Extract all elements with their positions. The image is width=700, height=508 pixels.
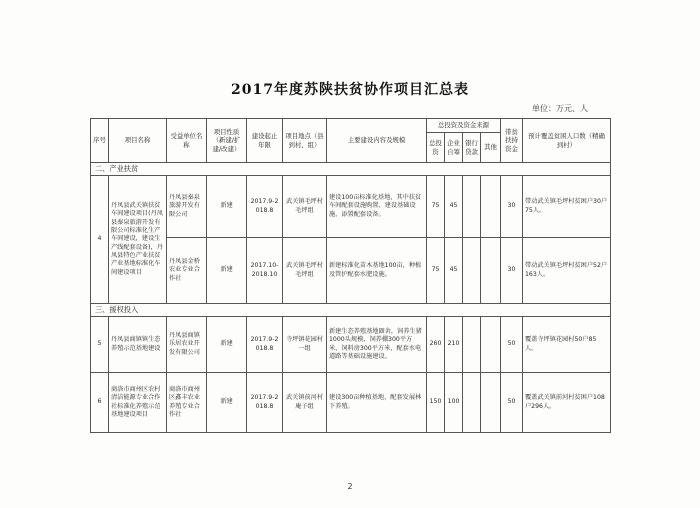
cell-period: 2017.9-2018.8 bbox=[247, 373, 283, 433]
project-summary-table bbox=[90, 118, 611, 433]
cell-unit: 商洛市商州区鑫丰农业养殖专业合作社 bbox=[167, 373, 207, 433]
page-number: 2 bbox=[347, 482, 353, 491]
cell-other bbox=[481, 373, 501, 433]
cell-unit: 丹凤县秦泉旅游开发有限公司 bbox=[167, 176, 207, 238]
cell-name: 商洛市商州区农村清洁能源专业合作社标准化养殖示范基地建设项目 bbox=[109, 373, 167, 433]
header-invest-group: 总投资及资金来源 bbox=[427, 119, 501, 133]
cell-content: 新建标准化苗木基地100亩，种植及管护配套水肥设施。 bbox=[327, 238, 427, 304]
cell-total: 75 bbox=[427, 176, 445, 238]
cell-other bbox=[481, 238, 501, 304]
cell-location: 武关镇毛坪村毛坪组 bbox=[283, 238, 327, 304]
cell-content: 建设100亩标准化基地，其中扶贫车间配套设施购置、建设基础设施、添置配套设备。 bbox=[327, 176, 427, 238]
section-label: 三、援权投入 bbox=[91, 304, 611, 317]
cell-bank bbox=[463, 373, 481, 433]
header-period: 建设起止年限 bbox=[247, 119, 283, 163]
cell-benefit: 覆盖寺坪镇花园村50户85人。 bbox=[523, 317, 611, 373]
header-bank: 银行贷款 bbox=[463, 133, 481, 163]
cell-seq: 5 bbox=[91, 317, 109, 373]
cell-bind: 50 bbox=[501, 373, 523, 433]
header-row-1 bbox=[91, 119, 611, 133]
cell-name: 丹凤县商镇镇生态养殖示范基地建设 bbox=[109, 317, 167, 373]
cell-self: 210 bbox=[445, 317, 463, 373]
header-other: 其他 bbox=[481, 133, 501, 163]
cell-benefit: 覆盖武关镇前河村贫困户108户296人。 bbox=[523, 373, 611, 433]
cell-bank bbox=[463, 176, 481, 238]
cell-unit: 丹凤县商镇乐居农业开发有限公司 bbox=[167, 317, 207, 373]
cell-location: 武关镇毛坪村毛坪组 bbox=[283, 176, 327, 238]
cell-location: 武关镇前河村庵子组 bbox=[283, 373, 327, 433]
cell-period: 2017.9-2018.8 bbox=[247, 176, 283, 238]
cell-nature: 新建 bbox=[207, 317, 247, 373]
cell-content: 新建生态养殖基地圈舍，饲养生猪1000头规模，饲养棚300平方米，饲料房300平方米，配套水电道路等基础设施建设。 bbox=[327, 317, 427, 373]
header-benefit: 预计覆盖贫困人口数（精确到村） bbox=[523, 119, 611, 163]
cell-bank bbox=[463, 238, 481, 304]
cell-benefit: 带动武关镇毛坪村贫困户52户163人。 bbox=[523, 238, 611, 304]
section-row bbox=[91, 163, 611, 176]
cell-seq: 4 bbox=[91, 176, 109, 304]
cell-total: 150 bbox=[427, 373, 445, 433]
header-location: 项目地点（县到村、组） bbox=[283, 119, 327, 163]
cell-self: 45 bbox=[445, 238, 463, 304]
table-row bbox=[91, 176, 611, 238]
cell-seq: 6 bbox=[91, 373, 109, 433]
table-row bbox=[91, 317, 611, 373]
cell-period: 2017.9-2018.8 bbox=[247, 317, 283, 373]
cell-bank bbox=[463, 317, 481, 373]
cell-total: 75 bbox=[427, 238, 445, 304]
cell-nature: 新建 bbox=[207, 373, 247, 433]
cell-nature: 新建 bbox=[207, 176, 247, 238]
section-label: 二、产业扶贫 bbox=[91, 163, 611, 176]
cell-bind: 30 bbox=[501, 176, 523, 238]
cell-bind: 50 bbox=[501, 317, 523, 373]
unit-note: 单位：万元、人 bbox=[532, 104, 588, 113]
cell-other bbox=[481, 176, 501, 238]
header-bind: 带贫扶持资金 bbox=[501, 119, 523, 163]
header-content: 主要建设内容及规模 bbox=[327, 119, 427, 163]
table-row bbox=[91, 238, 611, 304]
cell-benefit: 带动武关镇毛坪村贫困户30户75人。 bbox=[523, 176, 611, 238]
cell-content: 建设300亩种植基地，配套发展林下养殖。 bbox=[327, 373, 427, 433]
cell-period: 2017.10-2018.10 bbox=[247, 238, 283, 304]
table-row bbox=[91, 373, 611, 433]
section-row bbox=[91, 304, 611, 317]
header-total: 总投资 bbox=[427, 133, 445, 163]
document-title: 2017年度苏陕扶贫协作项目汇总表 bbox=[231, 82, 469, 98]
cell-self: 100 bbox=[445, 373, 463, 433]
header-jiangsu: 企业自筹 bbox=[445, 133, 463, 163]
cell-location: 寺坪镇花园村一组 bbox=[283, 317, 327, 373]
header-seq: 序号 bbox=[91, 119, 109, 163]
cell-bind: 30 bbox=[501, 238, 523, 304]
cell-self: 45 bbox=[445, 176, 463, 238]
cell-unit: 丹凤县金桥农业专业合作社 bbox=[167, 238, 207, 304]
cell-name: 丹凤县武关镇扶贫车间建设项目(丹凤县秦泉旅游开发有限公司标准化生产车间建设，建设生产线配套设备)，丹凤县特色产业扶贫产业基地标准化车间建设项目 bbox=[109, 176, 167, 304]
cell-total: 260 bbox=[427, 317, 445, 373]
header-unit: 受益单位名称 bbox=[167, 119, 207, 163]
header-nature: 项目性质（新建/扩建/改建） bbox=[207, 119, 247, 163]
cell-nature: 新建 bbox=[207, 238, 247, 304]
cell-other bbox=[481, 317, 501, 373]
header-name: 项目名称 bbox=[109, 119, 167, 163]
